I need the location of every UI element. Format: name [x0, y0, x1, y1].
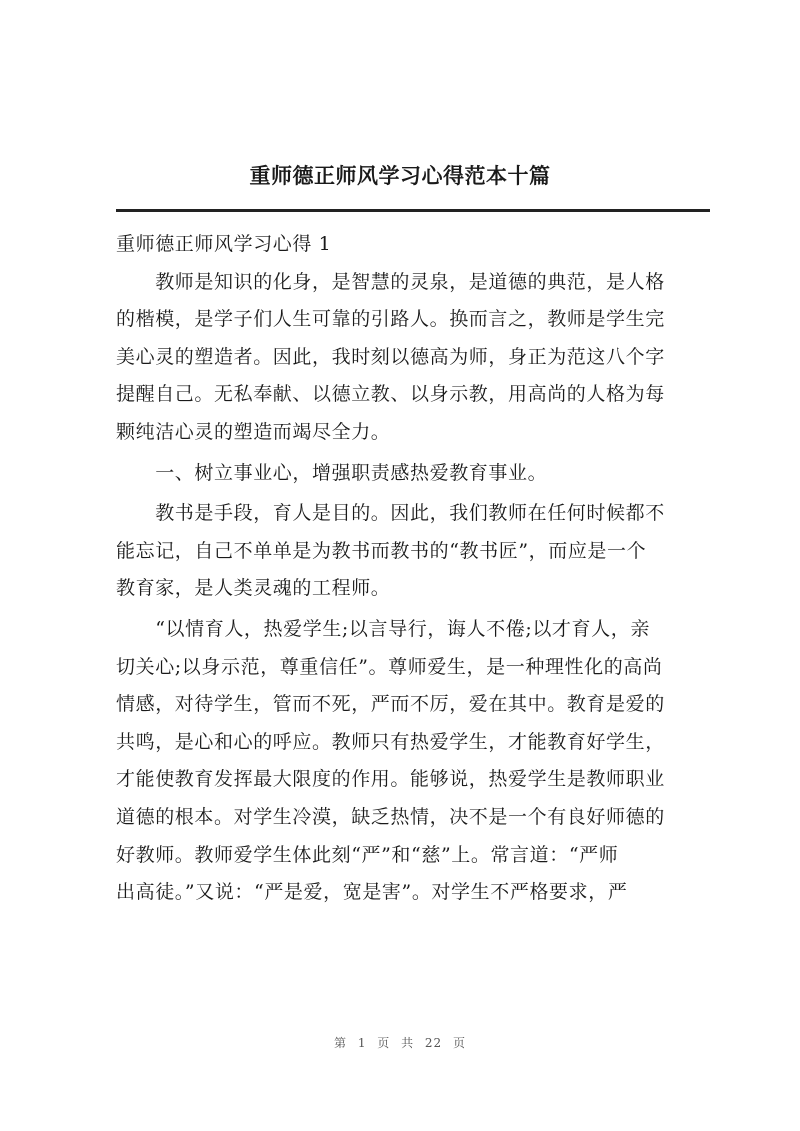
body-line: 颗纯洁心灵的塑造而竭尽全力。 — [116, 420, 391, 443]
body-line: 共鸣，是心和心的呼应。教师只有热爱学生，才能教育好学生， — [116, 730, 665, 753]
body-line: 好教师。教师爱学生体此刻“严”和“慈”上。常言道：“严师 — [116, 843, 619, 866]
body-line: 情感，对待学生，管而不死，严而不厉，爱在其中。教育是爱的 — [116, 693, 665, 716]
body-line: 提醒自己。无私奉献、以德立教、以身示教，用高尚的人格为每 — [116, 383, 665, 406]
body-line: “以情育人，热爱学生;以言导行，诲人不倦;以才育人，亲 — [116, 617, 650, 640]
title-divider — [116, 209, 710, 212]
body-line: 教书是手段，育人是目的。因此，我们教师在任何时候都不 — [116, 502, 665, 525]
section-heading: 重师德正师风学习心得 1 — [116, 233, 332, 255]
document-body — [116, 226, 710, 912]
document-title: 重师德正师风学习心得范本十篇 — [249, 164, 551, 188]
body-line: 一、树立事业心，增强职责感热爱教育事业。 — [116, 461, 548, 484]
body-line: 才能使教育发挥最大限度的作用。能够说，热爱学生是教师职业 — [116, 768, 665, 791]
body-line: 的楷模，是学子们人生可靠的引路人。换而言之，教师是学生完 — [116, 308, 665, 331]
body-line: 教育家，是人类灵魂的工程师。 — [116, 577, 391, 600]
body-line: 道德的根本。对学生冷漠，缺乏热情，决不是一个有良好师德的 — [116, 805, 665, 828]
body-line: 出高徒。”又说：“严是爱，宽是害”。对学生不严格要求，严 — [116, 881, 628, 904]
body-line: 教师是知识的化身，是智慧的灵泉，是道德的典范，是人格 — [116, 270, 665, 293]
page-footer: 第 1 页 共 22 页 — [334, 1036, 466, 1050]
body-line: 美心灵的塑造者。因此，我时刻以德高为师，身正为范这八个字 — [116, 345, 665, 368]
body-line: 能忘记，自己不单单是为教书而教书的“教书匠”，而应是一个 — [116, 539, 647, 562]
body-line: 切关心;以身示范，尊重信任”。尊师爱生，是一种理性化的高尚 — [116, 655, 663, 678]
